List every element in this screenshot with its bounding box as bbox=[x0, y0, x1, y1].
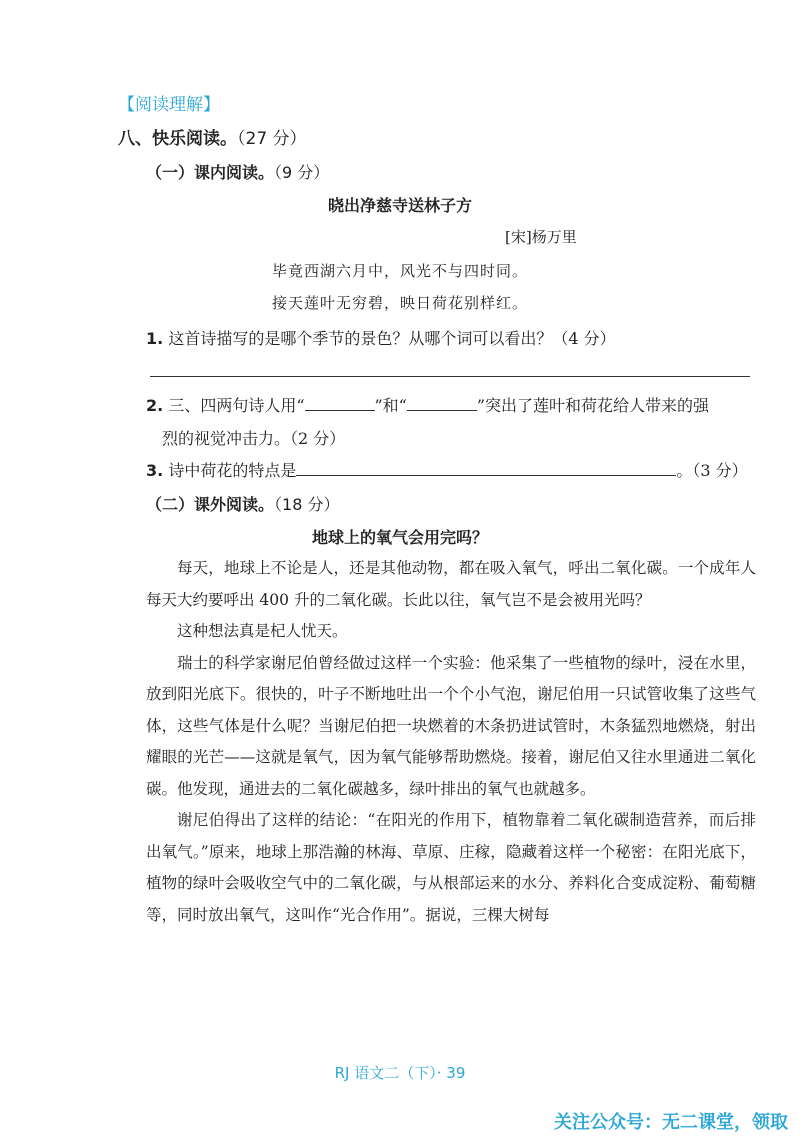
question-2-mid: ”和“ bbox=[374, 396, 407, 415]
article-paragraph-4: 谢尼伯得出了这样的结论：“在阳光的作用下，植物靠着二氧化碳制造营养，而后排出氧气。”原来，地球上那浩瀚的林海、草原、庄稼，隐藏着这样一个秘密：在阳光底下，植物的绿叶会吸收空气中的二氧化碳，与从根部运来的水分、养料化合变成淀粉、葡萄糖等，同时放出氧气，这叫作“光合作用”。据说，三棵大树每 bbox=[146, 811, 756, 924]
article-paragraph-1: 每天，地球上不论是人，还是其他动物，都在吸入氧气，呼出二氧化碳。一个成年人每天大约要呼出 400 升的二氧化碳。长此以往，氧气岂不是会被用光吗？ bbox=[146, 559, 756, 609]
part-8-title: 八、快乐阅读。 bbox=[118, 129, 237, 149]
answer-blank-2a[interactable] bbox=[305, 394, 375, 411]
part-a-heading bbox=[146, 160, 329, 183]
article-body bbox=[146, 553, 756, 931]
question-3-post: 。（3 分） bbox=[676, 461, 748, 480]
page-footer: RJ 语文二（下）· 39 bbox=[334, 1064, 466, 1082]
article-title: 地球上的氧气会用完吗？ bbox=[311, 528, 488, 547]
poem-title: 晓出净慈寺送林子方 bbox=[327, 196, 472, 215]
poem-line-1: 毕竟西湖六月中，风光不与四时同。 bbox=[271, 262, 528, 280]
question-2 bbox=[146, 393, 709, 416]
question-1 bbox=[146, 326, 616, 349]
poem-author: [宋]杨万里 bbox=[505, 228, 577, 246]
answer-line-1[interactable] bbox=[150, 376, 750, 377]
question-2-post: ”突出了莲叶和荷花给人带来的强 bbox=[476, 396, 710, 415]
part-b-heading bbox=[146, 492, 339, 515]
question-3-number: 3. bbox=[146, 461, 164, 480]
article-paragraph-2: 这种想法真是杞人忧天。 bbox=[177, 622, 348, 640]
part-a-score: （9 分） bbox=[274, 163, 330, 182]
part-b-score: （18 分） bbox=[274, 495, 340, 514]
poem-line-2: 接天莲叶无穷碧，映日荷花别样红。 bbox=[271, 294, 528, 312]
answer-blank-2b[interactable] bbox=[407, 394, 477, 411]
article-paragraph-3: 瑞士的科学家谢尼伯曾经做过这样一个实验：他采集了一些植物的绿叶，浸在水里，放到阳光底下。很快的，叶子不断地吐出一个个小气泡，谢尼伯用一只试管收集了这些气体，这些气体是什么呢？当谢尼伯把一块燃着的木条扔进试管时，木条猛烈地燃烧，射出耀眼的光芒——这就是氧气，因为氧气能够帮助燃烧。接着，谢尼伯又往水里通进二氧化碳。他发现，通进去的二氧化碳越多，绿叶排出的氧气也就越多。 bbox=[146, 653, 756, 798]
question-3-pre: 诗中荷花的特点是 bbox=[168, 461, 297, 480]
part-8-score: （27 分） bbox=[237, 129, 307, 149]
question-2-number: 2. bbox=[146, 396, 164, 415]
part-8-heading bbox=[118, 124, 307, 149]
question-3 bbox=[146, 458, 748, 481]
question-1-number: 1. bbox=[146, 329, 164, 348]
question-2-pre: 三、四两句诗人用“ bbox=[168, 396, 305, 415]
watermark: 关注公众号：无二课堂，领取 bbox=[554, 1112, 788, 1133]
part-b-title: （二）课外阅读。 bbox=[146, 495, 275, 514]
section-tag: 【阅读理解】 bbox=[118, 95, 220, 115]
question-2-line-2: 烈的视觉冲击力。（2 分） bbox=[162, 429, 346, 448]
answer-blank-3[interactable] bbox=[296, 459, 676, 476]
part-a-title: （一）课内阅读。 bbox=[146, 163, 275, 182]
question-1-text: 这首诗描写的是哪个季节的景色？从哪个词可以看出？（4 分） bbox=[168, 329, 616, 348]
